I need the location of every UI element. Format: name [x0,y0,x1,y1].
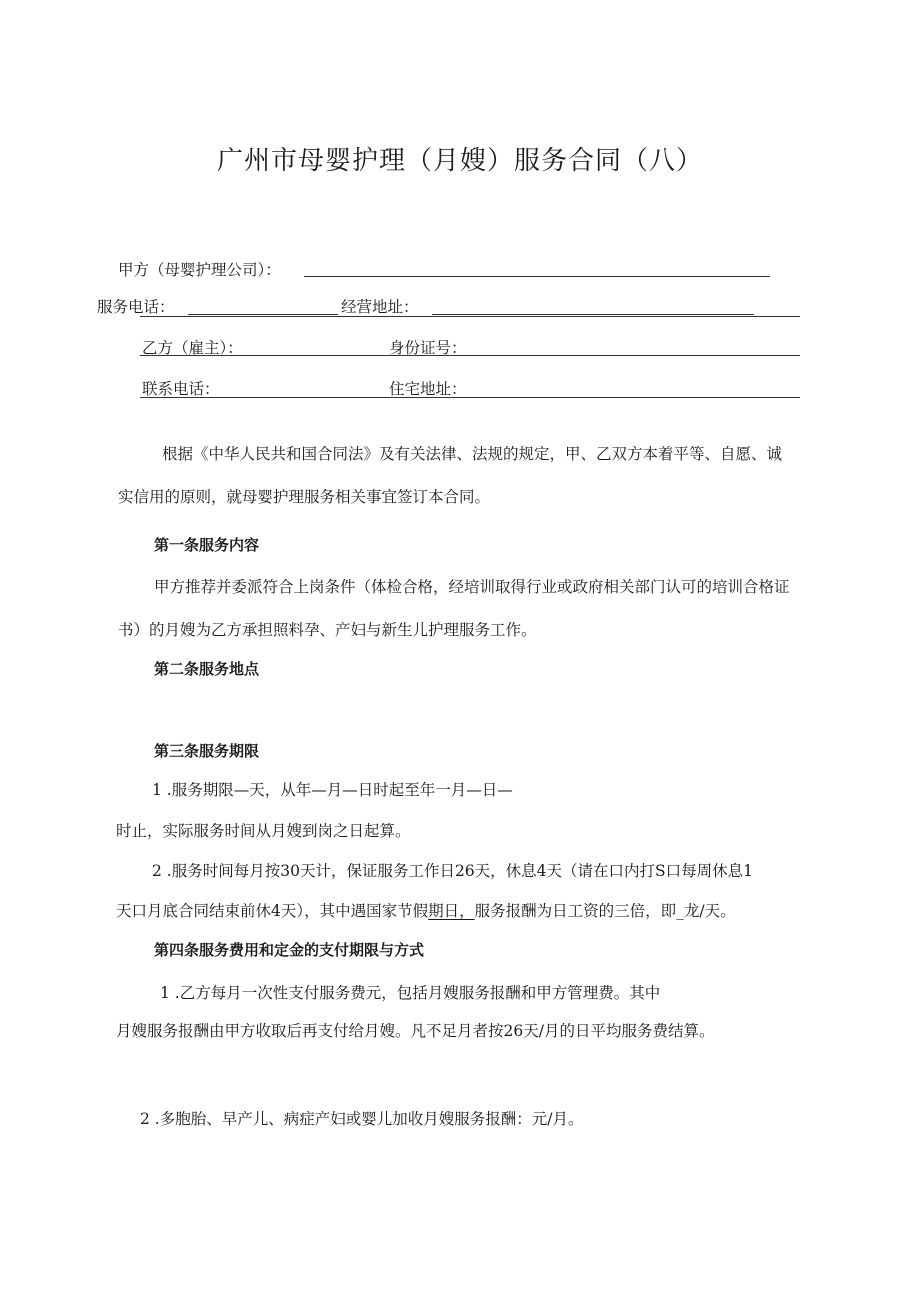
article-3-item-2-text-b: 服务报酬为日工资的三倍，即_龙/天。 [474,902,736,920]
id-number-label: 身份证号： [389,339,467,357]
article-3-heading: 第三条服务期限 [154,742,260,760]
party-b-blank [140,355,800,356]
article-3-item-2-underlined: 期日， [428,902,475,920]
business-address-label: 经营地址： [341,298,419,316]
row-divider [140,316,800,317]
document-title: 广州市母婴护理（月嫂）服务合同（八） [216,146,703,176]
service-phone-blank [188,314,338,315]
article-4-item-1-line-1: 1 .乙方每月一次性支付服务费元，包括月嫂服务报酬和甲方管理费。其中 [160,984,661,1002]
service-phone-label: 服务电话： [97,298,175,316]
business-address-blank [432,314,754,315]
party-b-label: 乙方（雇主）： [142,339,243,357]
article-3-item-2-line-2 [116,901,736,921]
article-3-item-1-line-2: 时止，实际服务时间从月嫂到岗之日起算。 [116,822,411,840]
article-4-item-1-line-2: 月嫂服务报酬由甲方收取后再支付给月嫂。凡不足月者按26天/月的日平均服务费结算。 [116,1022,715,1040]
home-address-label: 住宅地址： [389,380,467,398]
article-1-heading: 第一条服务内容 [154,536,260,554]
contact-blank [140,397,800,398]
article-1-line-2: 书）的月嫂为乙方承担照料孕、产妇与新生儿护理服务工作。 [118,621,537,639]
party-a-label: 甲方（母婴护理公司）： [118,261,281,279]
article-1-line-1: 甲方推荐并委派符合上岗条件（体检合格，经培训取得行业或政府相关部门认可的培训合格证 [154,578,790,596]
article-3-item-1-line-1: 1 .服务期限—天，从年—月—日时起至年一月—日— [152,781,513,799]
intro-line-1: 根据《中华人民共和国合同法》及有关法律、法规的规定，甲、乙双方本着平等、自愿、诚 [162,445,783,463]
intro-line-2: 实信用的原则，就母婴护理服务相关事宜签订本合同。 [118,488,491,506]
article-2-heading: 第二条服务地点 [154,660,260,678]
party-a-blank [304,276,770,277]
contact-phone-label: 联系电话： [142,380,220,398]
article-4-heading: 第四条服务费用和定金的支付期限与方式 [154,941,425,959]
article-3-item-2-text-a: 天口月底合同结束前休4天），其中遇国家节假 [116,902,429,920]
article-3-item-2-line-1: 2 .服务时间每月按30天计，保证服务工作日26天，休息4天（请在口内打S口每周休息1 [152,862,754,880]
article-4-item-2-line-1: 2 .多胞胎、早产儿、病症产妇或婴儿加收月嫂服务报酬：元/月。 [140,1110,584,1128]
